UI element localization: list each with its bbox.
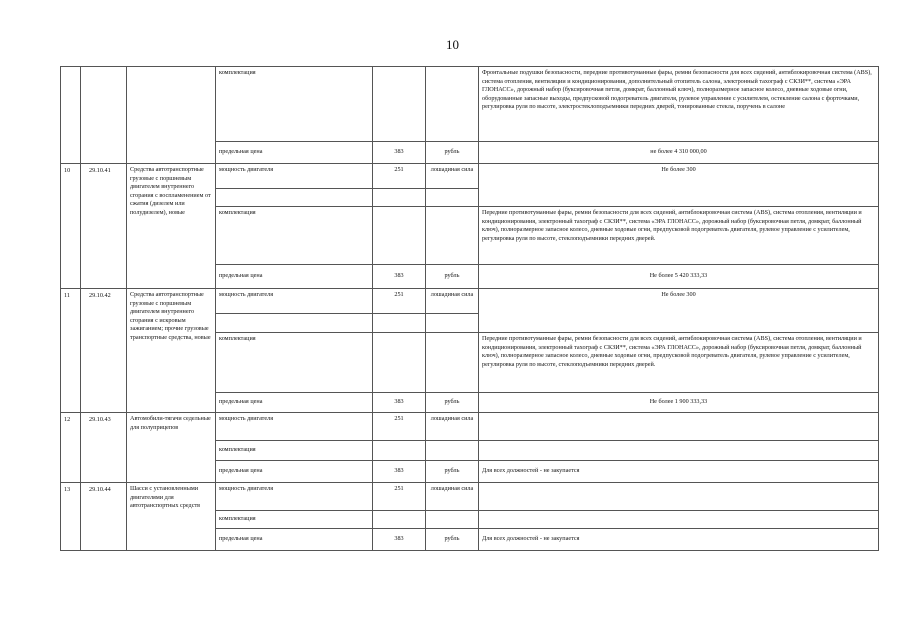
unit-cell: рубль: [426, 142, 479, 164]
empty-cell: [373, 314, 426, 333]
char-label-cell: комплектация: [216, 333, 373, 393]
row-num-cell: 11: [61, 289, 81, 413]
unit-cell: лошадиная сила: [426, 289, 479, 314]
char-label-cell: мощность двигателя: [216, 483, 373, 511]
table-row: [61, 164, 879, 189]
char-label-cell: предельная цена: [216, 393, 373, 413]
empty-cell: [426, 333, 479, 393]
empty-cell: [216, 189, 373, 207]
char-value-cell: Для всех должностей - не закупается: [479, 461, 879, 483]
empty-cell: [426, 441, 479, 461]
unit-cell: рубль: [426, 529, 479, 551]
product-name-cell: Автомобили-тягачи седельные для полуприцепов: [127, 413, 216, 483]
char-label-cell: комплектация: [216, 207, 373, 265]
okpd-code-cell: [81, 67, 127, 164]
char-label-cell: предельная цена: [216, 529, 373, 551]
unit-cell: рубль: [426, 461, 479, 483]
unit-cell: лошадиная сила: [426, 483, 479, 511]
empty-cell: [426, 314, 479, 333]
product-name-cell: [127, 67, 216, 164]
char-value-cell: [479, 511, 879, 529]
empty-cell: [373, 511, 426, 529]
okei-code-cell: 383: [373, 461, 426, 483]
char-label-cell: комплектация: [216, 67, 373, 142]
okpd-code-cell: 29.10.42: [81, 289, 127, 413]
requirements-table: [60, 66, 879, 551]
empty-cell: [426, 189, 479, 207]
table-row: [61, 289, 879, 314]
empty-cell: [373, 333, 426, 393]
char-value-cell: Передние противотуманные фары, ремни безопасности для всех сидений, антиблокировочная система (ABS), система отопления, вентиляции и кондиционирования, электронный тахограф с СКЗИ**, система «ЭРА ГЛОНАСС», дорожный набор (буксировочная петля, домкрат, баллонный ключ), полноразмерное запасное колесо, дневные ходовые огни, предпусковой подогреватель двигателя, рулевое управление с усилителем, регулировка руля по высоте, стеклоподъемники передних дверей.: [479, 207, 879, 265]
char-value-cell: Не более 1 900 333,33: [479, 393, 879, 413]
char-label-cell: предельная цена: [216, 142, 373, 164]
char-value-cell: [479, 483, 879, 511]
char-label-cell: мощность двигателя: [216, 289, 373, 314]
okei-code-cell: 383: [373, 393, 426, 413]
product-name-cell: Шасси с установленными двигателями для автотранспортных средств: [127, 483, 216, 551]
char-value-cell: [479, 413, 879, 441]
table-row: [61, 483, 879, 511]
okei-code-cell: 251: [373, 289, 426, 314]
table-row: [61, 67, 879, 142]
unit-cell: лошадиная сила: [426, 413, 479, 441]
product-name-cell: Средства автотранспортные грузовые с поршневым двигателем внутреннего сгорания с воспламенением от сжатия (дизелем или полудизелем), новые: [127, 164, 216, 289]
row-num-cell: [61, 67, 81, 164]
okei-code-cell: 251: [373, 413, 426, 441]
char-value-cell: Не более 300: [479, 289, 879, 333]
char-label-cell: мощность двигателя: [216, 413, 373, 441]
char-value-cell: [479, 441, 879, 461]
empty-cell: [216, 314, 373, 333]
unit-cell: лошадиная сила: [426, 164, 479, 189]
char-value-cell: Фронтальные подушки безопасности, передние противотуманные фары, ремни безопасности для всех сидений, антиблокировочная система (ABS), система отопления, вентиляции и кондиционирования, дополнительный отопитель салона, электронный тахограф с СКЗИ**, система «ЭРА ГЛОНАСС», дорожный набор (буксировочная петля, домкрат, баллонный ключ), полноразмерное запасное колесо, дневные ходовые огни, оборудованные запасные выходы, предпусковой подогреватель двигателя, рулевое управление с усилителем, остекление салона с форточками, регулировка руля по высоте, электростеклоподъемники передних дверей, тонированные стекла, поручень в салоне: [479, 67, 879, 142]
char-value-cell: Для всех должностей - не закупается: [479, 529, 879, 551]
unit-cell: рубль: [426, 393, 479, 413]
okei-code-cell: 383: [373, 265, 426, 289]
row-num-cell: 12: [61, 413, 81, 483]
product-name-cell: Средства автотранспортные грузовые с поршневым двигателем внутреннего сгорания с искровым зажиганием; прочие грузовые транспортные средства, новые: [127, 289, 216, 413]
empty-cell: [426, 207, 479, 265]
okei-code-cell: 383: [373, 142, 426, 164]
row-num-cell: 10: [61, 164, 81, 289]
char-value-cell: не более 4 310 000,00: [479, 142, 879, 164]
okpd-code-cell: 29.10.43: [81, 413, 127, 483]
empty-cell: [426, 511, 479, 529]
char-value-cell: Передние противотуманные фары, ремни безопасности для всех сидений, антиблокировочная система (ABS), система отопления, вентиляции и кондиционирования, электронный тахограф с СКЗИ**, система «ЭРА ГЛОНАСС», дорожный набор (буксировочная петля, домкрат, баллонный ключ), полноразмерное запасное колесо, дневные ходовые огни, предпусковой подогреватель двигателя, рулевое управление с усилителем, регулировка руля по высоте, стеклоподъемники передних дверей.: [479, 333, 879, 393]
char-label-cell: предельная цена: [216, 461, 373, 483]
okpd-code-cell: 29.10.44: [81, 483, 127, 551]
page-number: 10: [446, 37, 459, 52]
char-value-cell: Не более 300: [479, 164, 879, 207]
empty-cell: [373, 441, 426, 461]
unit-cell: рубль: [426, 265, 479, 289]
char-label-cell: комплектация: [216, 441, 373, 461]
char-label-cell: предельная цена: [216, 265, 373, 289]
char-label-cell: комплектация: [216, 511, 373, 529]
okpd-code-cell: 29.10.41: [81, 164, 127, 289]
okei-code-cell: [373, 67, 426, 142]
table-row: [61, 413, 879, 441]
empty-cell: [373, 189, 426, 207]
row-num-cell: 13: [61, 483, 81, 551]
unit-cell: [426, 67, 479, 142]
okei-code-cell: 383: [373, 529, 426, 551]
okei-code-cell: 251: [373, 483, 426, 511]
char-value-cell: Не более 5 420 333,33: [479, 265, 879, 289]
empty-cell: [373, 207, 426, 265]
char-label-cell: мощность двигателя: [216, 164, 373, 189]
okei-code-cell: 251: [373, 164, 426, 189]
